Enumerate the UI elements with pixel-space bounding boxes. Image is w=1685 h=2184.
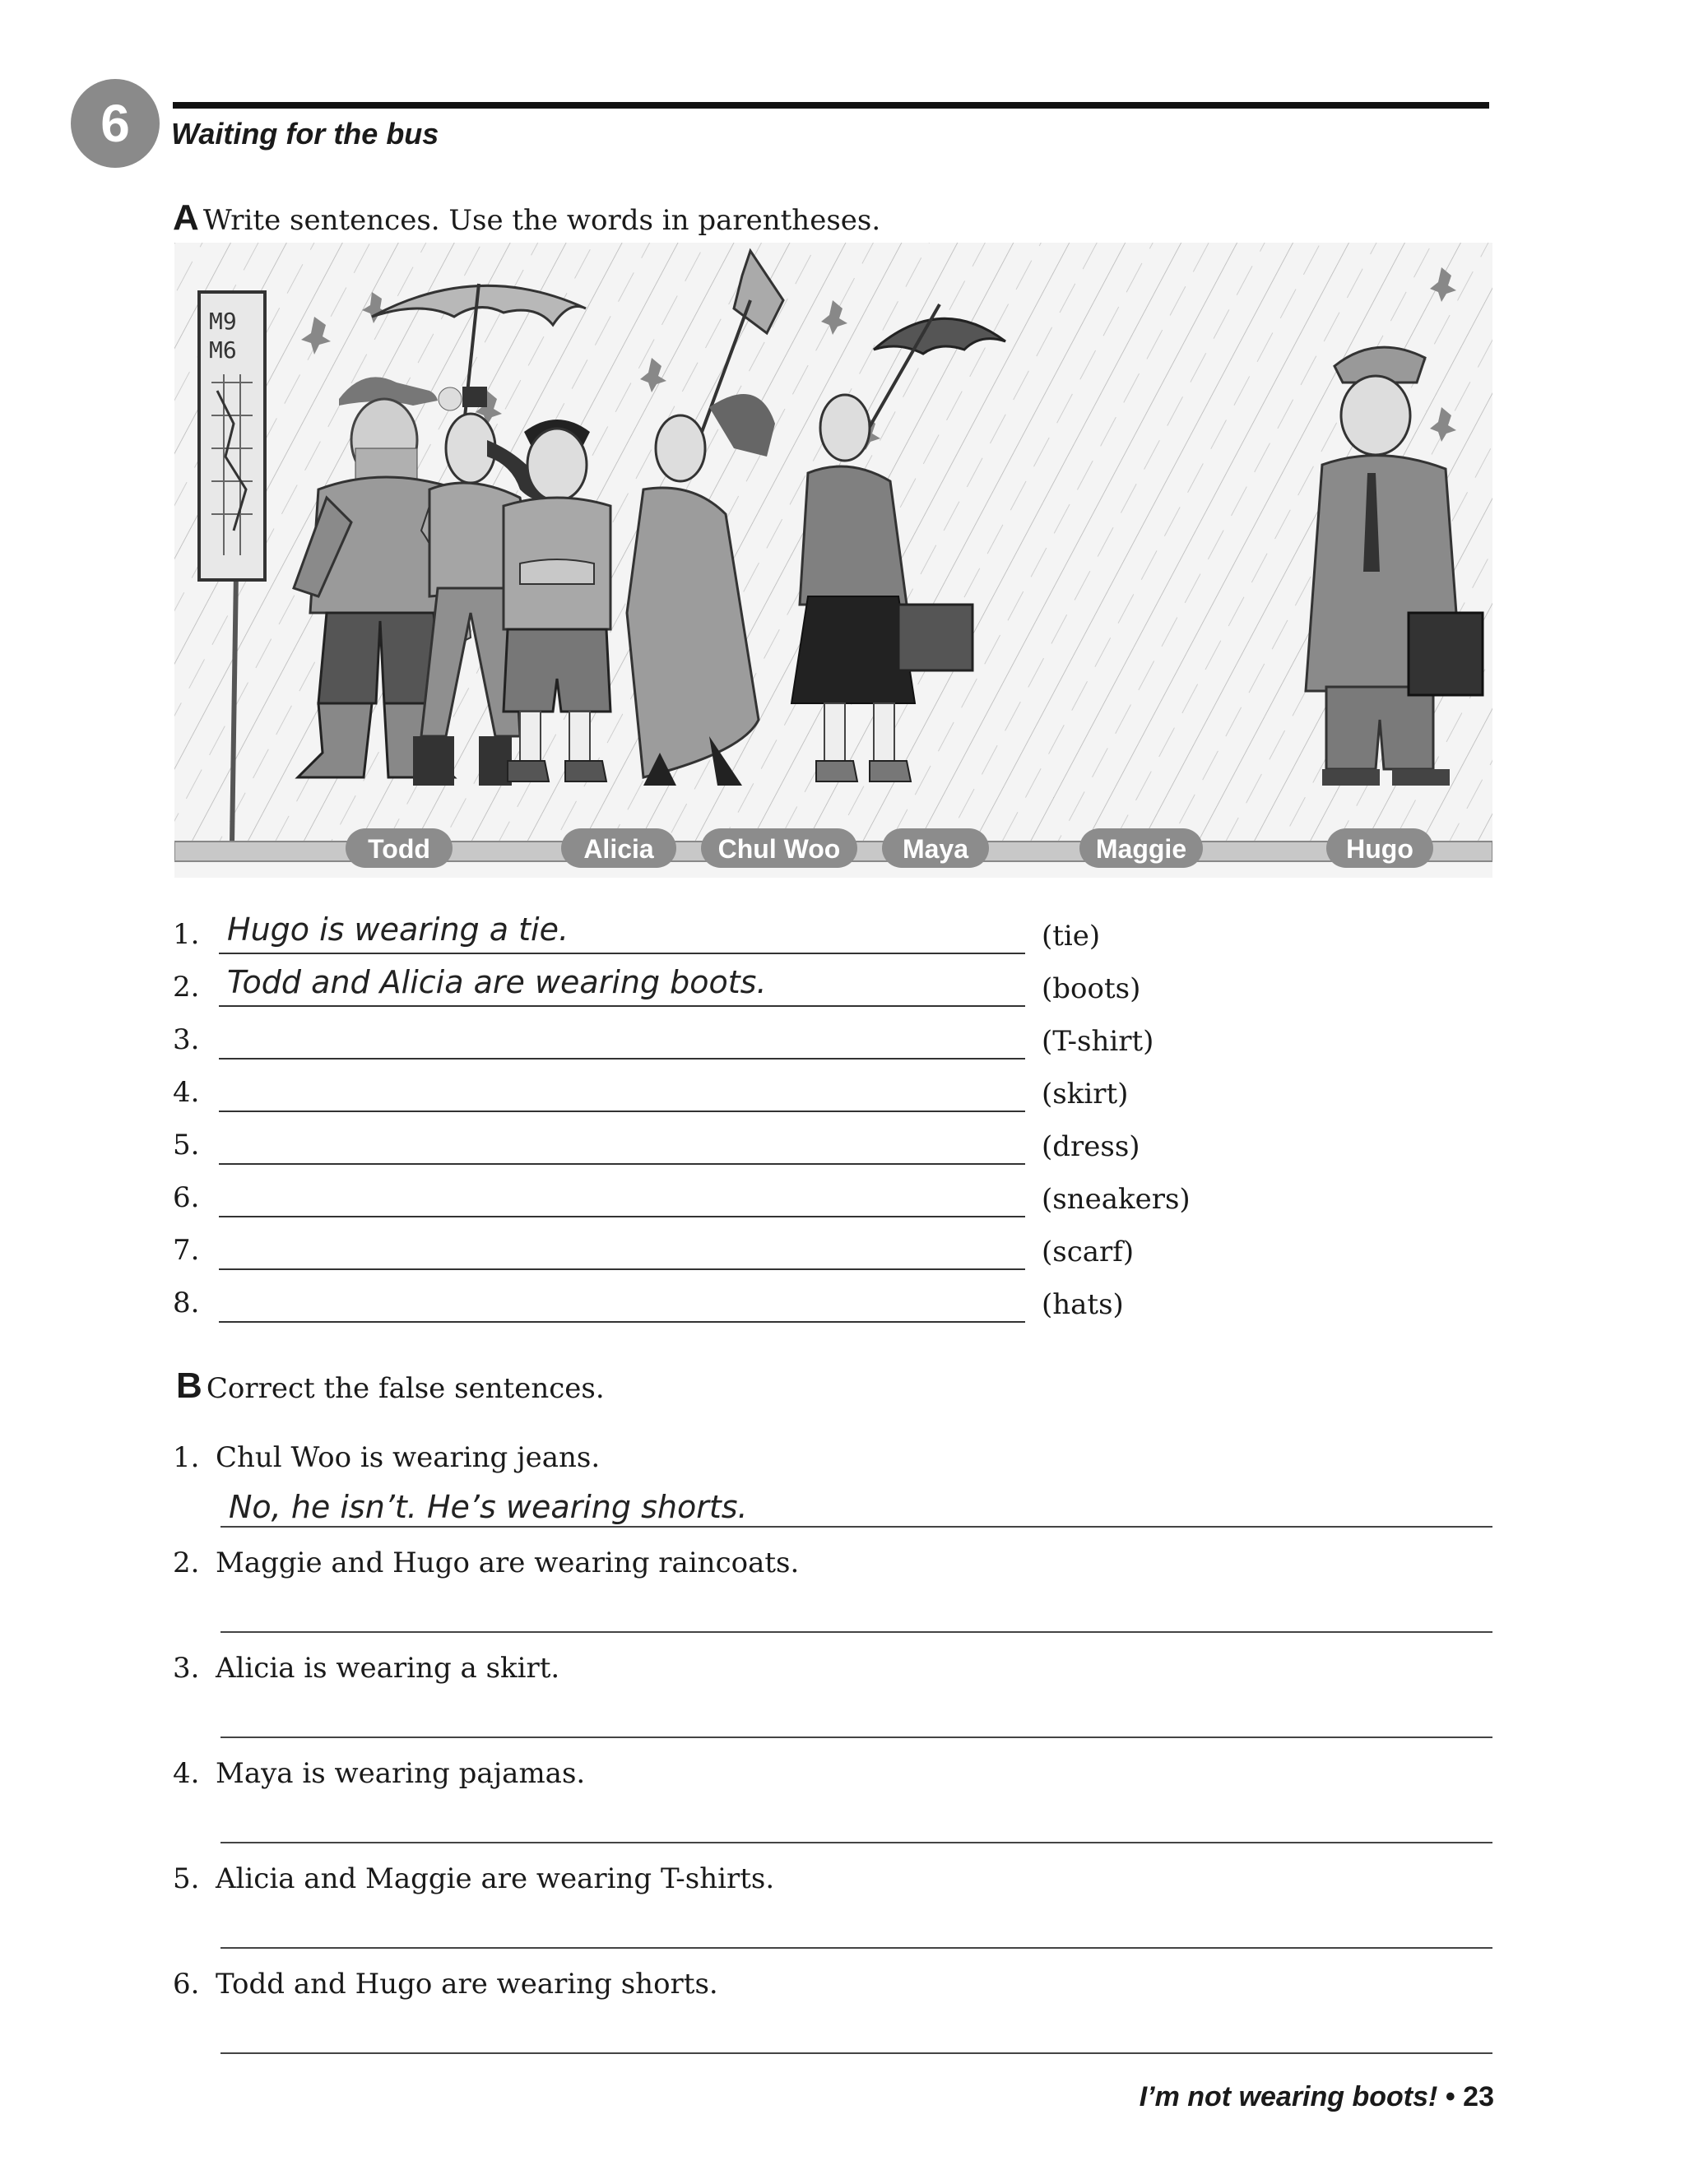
item-number: 3. [173,1023,200,1056]
part-b-heading [176,1366,605,1407]
name-tag-alicia: Alicia [583,834,654,864]
part-b-answer-line-4[interactable] [220,1842,1492,1843]
part-b-item-3 [173,1652,559,1685]
part-b-item-1 [173,1441,600,1474]
part-b-item-2 [173,1546,799,1579]
part-b-answer-line-5[interactable] [220,1947,1492,1949]
part-a-item-8 [173,1280,1242,1329]
false-statement: Alicia and Maggie are wearing T-shirts. [216,1862,775,1895]
footer-bullet: • [1445,2081,1455,2112]
part-a-item-7 [173,1227,1242,1277]
name-tag-hugo: Hugo [1346,834,1413,864]
part-b-answer-line-3[interactable] [220,1737,1492,1738]
part-a-item-1 [173,911,1242,961]
part-b-item-5 [173,1862,774,1895]
page-number: 23 [1463,2081,1494,2112]
item-number: 5. [173,1129,200,1162]
section-title: Waiting for the bus [171,117,439,151]
part-a-item-3 [173,1017,1242,1066]
item-number: 7. [173,1234,200,1267]
word-hint: (tie) [1042,920,1101,953]
item-number: 1. [173,918,200,951]
word-hint: (boots) [1042,972,1141,1005]
answer-line[interactable] [219,1216,1025,1217]
bus-stop-illustration [174,243,1492,878]
answer-line[interactable] [219,953,1025,954]
unit-title: I’m not wearing boots! [1139,2081,1438,2112]
part-b-answer-line-6[interactable] [220,2052,1492,2054]
part-b-answer-line-1[interactable] [220,1526,1492,1528]
item-number: 4. [173,1076,200,1109]
false-statement: Alicia is wearing a skirt. [216,1652,560,1685]
answer-line[interactable] [219,1005,1025,1007]
answer-line[interactable] [219,1111,1025,1112]
false-statement: Todd and Hugo are wearing shorts. [216,1968,718,2001]
name-tag-maya: Maya [902,834,969,864]
part-b-letter: B [176,1366,202,1406]
part-b-item-6 [173,1968,718,2001]
part-a-item-5 [173,1122,1242,1171]
item-number: 6. [173,1181,200,1214]
item-number: 2. [173,1546,200,1579]
item-number: 8. [173,1287,200,1319]
word-hint: (scarf) [1042,1236,1135,1268]
item-number: 6. [173,1968,200,2001]
item-number: 1. [173,1441,200,1474]
word-hint: (hats) [1042,1288,1124,1321]
false-statement: Maggie and Hugo are wearing raincoats. [216,1546,800,1579]
word-hint: (dress) [1042,1130,1140,1163]
part-b-item-4 [173,1757,585,1790]
part-a-item-4 [173,1069,1242,1119]
part-b-answer-1: No, he isn’t. He’s wearing shorts. [229,1489,748,1525]
item-number: 5. [173,1862,200,1895]
sign-route-1: M9 [209,308,237,335]
part-a-letter: A [173,197,199,238]
answer-line[interactable] [219,1163,1025,1165]
word-hint: (sneakers) [1042,1183,1191,1216]
word-hint: (skirt) [1042,1078,1129,1111]
page-footer [1140,2081,1494,2113]
name-tag-maggie: Maggie [1095,834,1187,864]
section-number-badge: 6 [71,79,160,168]
part-b-answer-line-2[interactable] [220,1631,1492,1633]
answer-line[interactable] [219,1321,1025,1323]
item-number: 4. [173,1757,200,1790]
false-statement: Maya is wearing pajamas. [216,1757,586,1790]
word-hint: (T-shirt) [1042,1025,1154,1058]
item-number: 3. [173,1652,200,1685]
item-number: 2. [173,971,200,1004]
header-rule [173,102,1489,109]
part-a-item-2 [173,964,1242,1013]
false-statement: Chul Woo is wearing jeans. [216,1441,601,1474]
answer-line[interactable] [219,1058,1025,1060]
sign-route-2: M6 [209,336,237,364]
part-b-instruction: Correct the false sentences. [206,1372,605,1405]
part-a-heading [173,197,880,239]
name-tag-todd: Todd [368,834,430,864]
answer-text: Hugo is wearing a tie. [227,911,569,948]
name-tag-chul-woo: Chul Woo [717,834,841,864]
answer-line[interactable] [219,1268,1025,1270]
part-a-instruction: Write sentences. Use the words in parentheses. [202,204,881,237]
answer-text: Todd and Alicia are wearing boots. [227,964,767,1000]
part-a-item-6 [173,1175,1242,1224]
